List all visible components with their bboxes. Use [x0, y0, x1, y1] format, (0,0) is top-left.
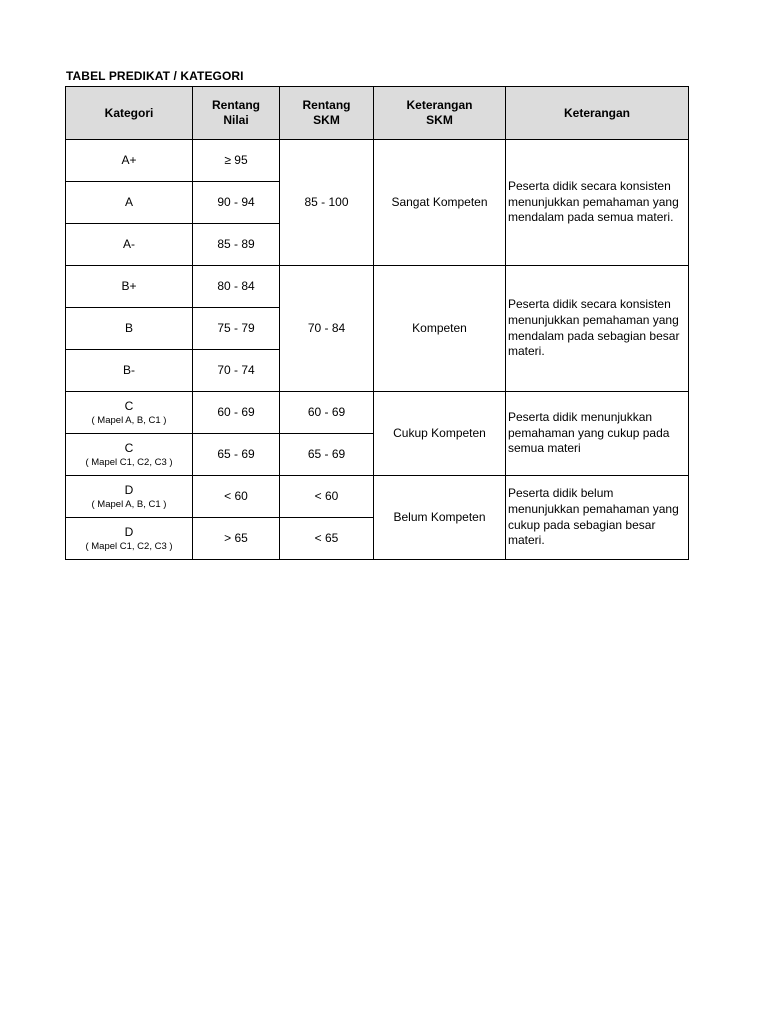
cell-rentang-nilai: 60 - 69	[193, 392, 280, 434]
cell-kategori	[66, 266, 193, 308]
table-header-row	[66, 87, 689, 140]
cell-kategori	[66, 308, 193, 350]
kategori-label: A	[124, 195, 133, 209]
cell-rentang-nilai: 70 - 74	[193, 350, 280, 392]
cell-rentang-nilai: 65 - 69	[193, 434, 280, 476]
cell-keterangan: Peserta didik menunjukkan pemahaman yang cukup pada semua materi	[506, 392, 689, 476]
cell-rentang-skm: 70 - 84	[280, 266, 374, 392]
cell-keterangan-skm: Cukup Kompeten	[374, 392, 506, 476]
header-keterangan-skm-line2: SKM	[426, 113, 453, 127]
cell-kategori	[66, 224, 193, 266]
header-keterangan: Keterangan	[506, 87, 689, 140]
cell-kategori	[66, 350, 193, 392]
kategori-label: B	[124, 321, 133, 335]
kategori-mapel-note: ( Mapel C1, C2, C3 )	[85, 456, 173, 468]
kategori-label: B-	[123, 363, 135, 377]
cell-rentang-skm: < 60	[280, 476, 374, 518]
header-rentang-nilai	[193, 87, 280, 140]
cell-rentang-nilai: ≥ 95	[193, 140, 280, 182]
header-keterangan-skm-line1: Keterangan	[406, 98, 473, 112]
cell-keterangan-skm: Belum Kompeten	[374, 476, 506, 560]
predikat-table	[65, 86, 689, 560]
kategori-label: B+	[121, 279, 137, 293]
kategori-label: D	[124, 482, 134, 497]
header-rentang-skm-line1: Rentang	[302, 98, 351, 112]
cell-rentang-skm: 85 - 100	[280, 140, 374, 266]
cell-keterangan: Peserta didik secara konsisten menunjukkan pemahaman yang mendalam pada sebagian besar materi.	[506, 266, 689, 392]
cell-rentang-nilai: 90 - 94	[193, 182, 280, 224]
header-keterangan-skm	[374, 87, 506, 140]
kategori-mapel-note: ( Mapel C1, C2, C3 )	[85, 540, 173, 552]
table-row	[66, 476, 689, 518]
cell-rentang-nilai: 85 - 89	[193, 224, 280, 266]
cell-kategori	[66, 392, 193, 434]
kategori-label: D	[124, 524, 134, 539]
header-rentang-skm-line2: SKM	[313, 113, 340, 127]
cell-kategori	[66, 476, 193, 518]
cell-kategori	[66, 518, 193, 560]
table-row	[66, 140, 689, 182]
kategori-label: A-	[123, 237, 135, 251]
cell-rentang-nilai: 80 - 84	[193, 266, 280, 308]
cell-rentang-nilai: 75 - 79	[193, 308, 280, 350]
header-rentang-skm	[280, 87, 374, 140]
table-row	[66, 392, 689, 434]
cell-kategori	[66, 140, 193, 182]
header-rentang-nilai-line2: Nilai	[223, 113, 249, 127]
cell-kategori	[66, 434, 193, 476]
table-row	[66, 266, 689, 308]
cell-rentang-nilai: < 60	[193, 476, 280, 518]
cell-rentang-skm: 65 - 69	[280, 434, 374, 476]
cell-keterangan-skm: Sangat Kompeten	[374, 140, 506, 266]
kategori-label: A+	[121, 153, 137, 167]
header-kategori: Kategori	[66, 87, 193, 140]
page-title: TABEL PREDIKAT / KATEGORI	[66, 69, 244, 83]
cell-kategori	[66, 182, 193, 224]
kategori-label: C	[124, 398, 134, 413]
kategori-mapel-note: ( Mapel A, B, C1 )	[91, 498, 167, 510]
cell-rentang-nilai: > 65	[193, 518, 280, 560]
header-rentang-nilai-line1: Rentang	[212, 98, 260, 112]
kategori-mapel-note: ( Mapel A, B, C1 )	[91, 414, 167, 426]
cell-keterangan: Peserta didik secara konsisten menunjukkan pemahaman yang mendalam pada semua materi.	[506, 140, 689, 266]
cell-keterangan-skm: Kompeten	[374, 266, 506, 392]
cell-rentang-skm: 60 - 69	[280, 392, 374, 434]
kategori-label: C	[124, 440, 134, 455]
cell-keterangan: Peserta didik belum menunjukkan pemahaman yang cukup pada sebagian besar materi.	[506, 476, 689, 560]
cell-rentang-skm: < 65	[280, 518, 374, 560]
